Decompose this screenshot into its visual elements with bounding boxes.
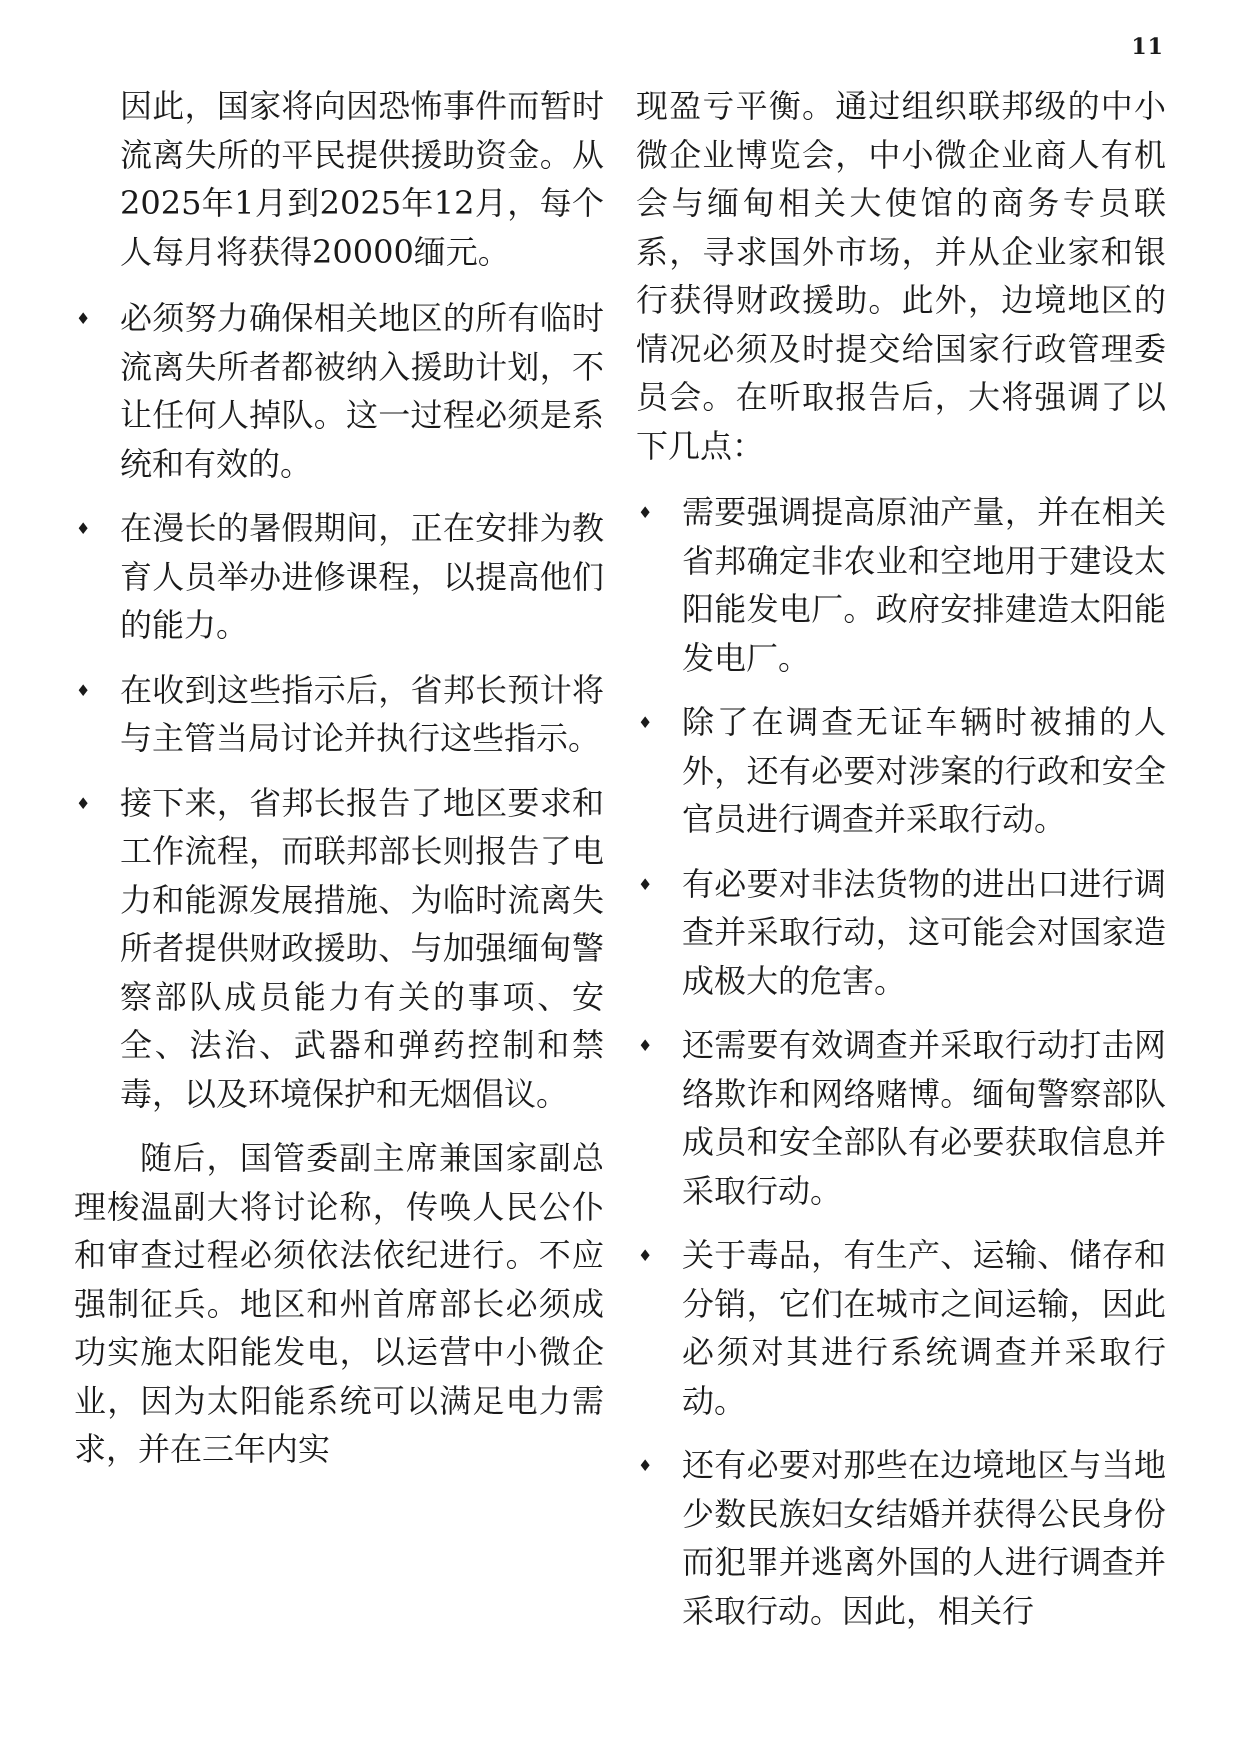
- diamond-bullet-icon: ♦: [76, 680, 91, 700]
- diamond-bullet-icon: ♦: [638, 874, 653, 894]
- list-item-text: 需要强调提高原油产量，并在相关省邦确定非农业和空地用于建设太阳能发电厂。政府安排建造太阳能发电厂。: [682, 493, 1166, 677]
- bullet-list: [636, 488, 1166, 1635]
- list-item-text: 关于毒品，有生产、运输、储存和分销，它们在城市之间运输，因此必须对其进行系统调查并采取行动。: [682, 1236, 1166, 1420]
- body-paragraph-continuation: 现盈亏平衡。通过组织联邦级的中小微企业博览会，中小微企业商人有机会与缅甸相关大使馆的商务专员联系，寻求国外市场，并从企业家和银行获得财政援助。此外，边境地区的情况必须及时提交给国家行政管理委员会。在听取报告后，大将强调了以下几点：: [636, 87, 1166, 465]
- diamond-bullet-icon: ♦: [76, 309, 91, 328]
- list-item: [636, 488, 1166, 682]
- list-item: [74, 779, 604, 1119]
- right-column: [636, 82, 1166, 1651]
- list-item-text: 还需要有效调查并采取行动打击网络欺诈和网络赌博。缅甸警察部队成员和安全部队有必要获取信息并采取行动。: [682, 1026, 1166, 1210]
- diamond-bullet-icon: ♦: [638, 713, 653, 732]
- list-item-text: 有必要对非法货物的进出口进行调查并采取行动，这可能会对国家造成极大的危害。: [682, 864, 1166, 1000]
- list-item-text: 在收到这些指示后，省邦长预计将与主管当局讨论并执行这些指示。: [120, 670, 604, 757]
- list-item: [636, 1021, 1166, 1215]
- diamond-bullet-icon: ♦: [76, 793, 91, 813]
- left-column: [74, 82, 604, 1492]
- body-paragraph: 随后，国管委副主席兼国家副总理梭温副大将讨论称，传唤人民公仆和审查过程必须依法依纪进行。不应强制征兵。地区和州首席部长必须成功实施太阳能发电，以运营中小微企业，因为太阳能系统可以满足电力需求，并在三年内实: [74, 1139, 604, 1468]
- diamond-bullet-icon: ♦: [638, 1456, 653, 1475]
- list-item: [636, 1231, 1166, 1425]
- bullet-list: [74, 294, 604, 1118]
- list-item: [74, 666, 604, 763]
- diamond-bullet-icon: ♦: [638, 1036, 653, 1055]
- list-item-text: 除了在调查无证车辆时被捕的人外，还有必要对涉案的行政和安全官员进行调查并采取行动。: [682, 703, 1166, 838]
- list-item: [74, 504, 604, 650]
- diamond-bullet-icon: ♦: [638, 1246, 653, 1265]
- diamond-bullet-icon: ♦: [76, 519, 91, 538]
- list-item: [636, 1441, 1166, 1635]
- page-number: 11: [1131, 34, 1164, 60]
- list-item: [636, 698, 1166, 844]
- list-item-text: 在漫长的暑假期间，正在安排为教育人员举办进修课程，以提高他们的能力。: [120, 509, 604, 644]
- list-item: [74, 294, 604, 488]
- paragraph-continuation: 因此，国家将向因恐怖事件而暂时流离失所的平民提供援助资金。从2025年1月到2025年12月，每个人每月将获得20000缅元。: [120, 87, 604, 271]
- list-item-text: 接下来，省邦长报告了地区要求和工作流程，而联邦部长则报告了电力和能源发展措施、为临时流离失所者提供财政援助、与加强缅甸警察部队成员能力有关的事项、安全、法治、武器和弹药控制和禁毒，以及环境保护和无烟倡议。: [120, 783, 604, 1113]
- list-item-text: 还有必要对那些在边境地区与当地少数民族妇女结婚并获得公民身份而犯罪并逃离外国的人进行调查并采取行动。因此，相关行: [682, 1446, 1166, 1630]
- diamond-bullet-icon: ♦: [638, 503, 653, 522]
- list-item-text: 必须努力确保相关地区的所有临时流离失所者都被纳入援助计划，不让任何人掉队。这一过程必须是系统和有效的。: [120, 299, 604, 483]
- list-item: [636, 860, 1166, 1006]
